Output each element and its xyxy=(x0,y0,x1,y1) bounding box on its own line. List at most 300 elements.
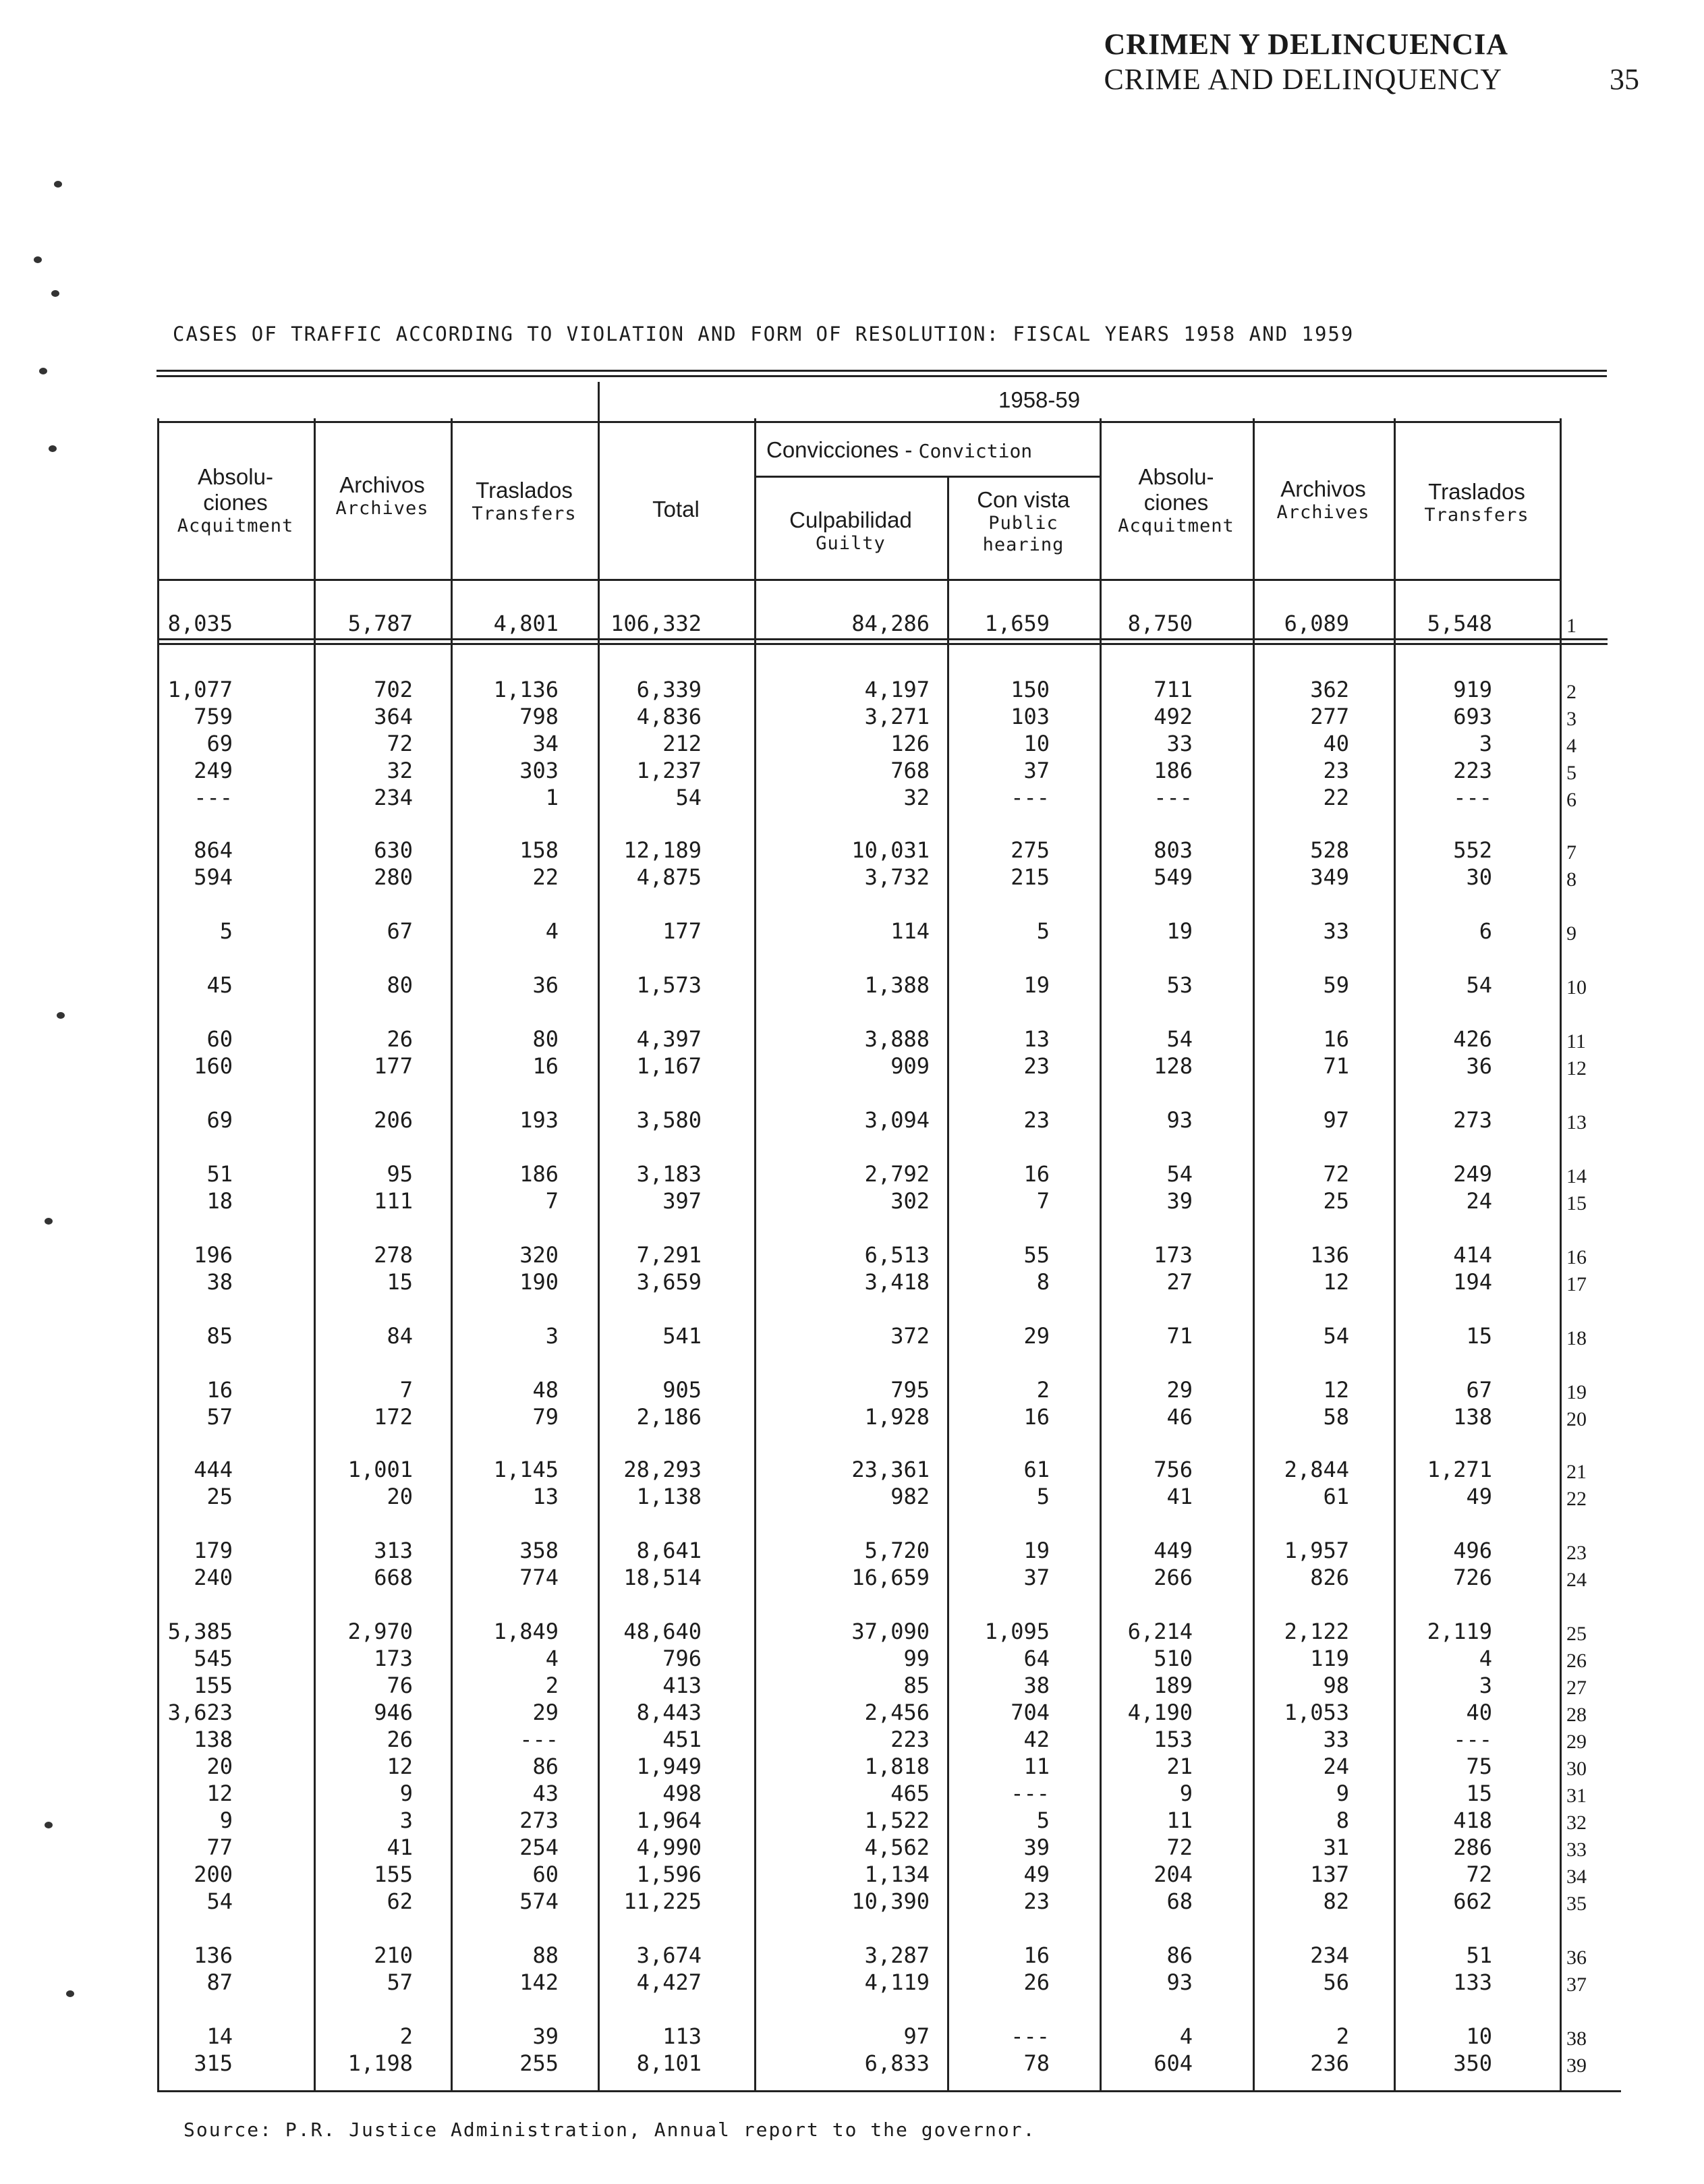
row-number: 38 xyxy=(1566,2027,1587,2050)
table-cell: 160 xyxy=(194,1053,233,1079)
table-cell: 1 xyxy=(545,785,559,810)
scan-speck xyxy=(51,290,59,297)
table-cell: 67 xyxy=(387,918,413,944)
table-cell: 1,001 xyxy=(347,1457,413,1482)
row-number: 8 xyxy=(1566,868,1577,891)
header-title-en: CRIME AND DELINQUENCY xyxy=(1104,63,1502,96)
table-cell: 5,787 xyxy=(347,611,413,636)
table-cell: 704 xyxy=(1011,1700,1050,1725)
table-cell: 190 xyxy=(519,1269,559,1295)
row-number: 24 xyxy=(1566,1569,1587,1591)
table-cell: 16 xyxy=(1323,1026,1349,1052)
table-cell: 1,928 xyxy=(864,1404,930,1430)
table-cell: 9 xyxy=(399,1781,413,1806)
table-cell: 49 xyxy=(1466,1484,1492,1509)
table-cell: 88 xyxy=(532,1942,559,1968)
table-cell: 16,659 xyxy=(851,1565,930,1590)
table-cell: 86 xyxy=(532,1754,559,1779)
table-cell: 3 xyxy=(1479,731,1492,756)
column-header xyxy=(1394,479,1560,526)
table-cell: 9 xyxy=(219,1808,233,1833)
table-cell: 2,119 xyxy=(1427,1619,1492,1644)
table-cell: 29 xyxy=(1166,1377,1193,1403)
row-number: 18 xyxy=(1566,1327,1587,1349)
column-header-en: Acquitment xyxy=(1118,515,1234,536)
row-number: 33 xyxy=(1566,1839,1587,1861)
table-cell: 26 xyxy=(1023,1969,1050,1995)
row-number: 3 xyxy=(1566,708,1577,730)
table-cell: 97 xyxy=(903,2023,930,2049)
table-cell: --- xyxy=(1011,1781,1050,1806)
table-cell: 302 xyxy=(890,1188,930,1214)
table-cell: 313 xyxy=(374,1538,413,1563)
column-header-es: Con vista xyxy=(977,487,1070,512)
table-cell: 55 xyxy=(1023,1242,1050,1268)
table-cell: 61 xyxy=(1023,1457,1050,1482)
table-cell: 1,573 xyxy=(636,972,702,998)
table-cell: 418 xyxy=(1453,1808,1492,1833)
table-cell: 138 xyxy=(1453,1404,1492,1430)
table-cell: 18,514 xyxy=(623,1565,702,1590)
row-number: 26 xyxy=(1566,1650,1587,1672)
table-cell: 153 xyxy=(1154,1727,1193,1752)
scan-speck xyxy=(34,256,42,263)
table-cell: 1,388 xyxy=(864,972,930,998)
table-cell: 3,094 xyxy=(864,1107,930,1133)
row-number: 36 xyxy=(1566,1947,1587,1969)
column-header xyxy=(754,507,947,555)
column-header xyxy=(157,464,314,537)
table-cell: 128 xyxy=(1154,1053,1193,1079)
row-number: 2 xyxy=(1566,681,1577,703)
table-cell: 13 xyxy=(532,1484,559,1509)
table-cell: 254 xyxy=(519,1835,559,1860)
table-cell: 2,792 xyxy=(864,1161,930,1187)
row-number: 23 xyxy=(1566,1542,1587,1564)
row-number: 6 xyxy=(1566,789,1577,811)
table-cell: 604 xyxy=(1154,2050,1193,2076)
table-cell: 4 xyxy=(1179,2023,1193,2049)
bottom-rule xyxy=(157,2090,1621,2092)
table-cell: 150 xyxy=(1011,677,1050,702)
table-cell: 59 xyxy=(1323,972,1349,998)
table-cell: 77 xyxy=(206,1835,233,1860)
table-cell: 85 xyxy=(903,1673,930,1698)
table-cell: 4,875 xyxy=(636,864,702,890)
scan-speck xyxy=(54,181,62,188)
table-cell: 768 xyxy=(890,758,930,783)
table-cell: 98 xyxy=(1323,1673,1349,1698)
column-rule xyxy=(1560,418,1562,2092)
table-cell: 5 xyxy=(1036,918,1050,944)
table-cell: 12 xyxy=(1323,1269,1349,1295)
table-cell: 28,293 xyxy=(623,1457,702,1482)
table-cell: 58 xyxy=(1323,1404,1349,1430)
table-cell: 2,844 xyxy=(1284,1457,1349,1482)
table-cell: 186 xyxy=(519,1161,559,1187)
table-cell: 15 xyxy=(1466,1323,1492,1349)
table-cell: 78 xyxy=(1023,2050,1050,2076)
table-cell: 465 xyxy=(890,1781,930,1806)
table-cell: 12 xyxy=(1323,1377,1349,1403)
table-cell: 1,136 xyxy=(493,677,559,702)
table-cell: 173 xyxy=(1154,1242,1193,1268)
table-cell: 8,750 xyxy=(1127,611,1193,636)
table-cell: 905 xyxy=(662,1377,702,1403)
table-cell: 10 xyxy=(1466,2023,1492,2049)
table-cell: 8,035 xyxy=(167,611,233,636)
table-cell: 1,134 xyxy=(864,1861,930,1887)
table-cell: 72 xyxy=(387,731,413,756)
table-cell: 22 xyxy=(1323,785,1349,810)
table-cell: 492 xyxy=(1154,704,1193,729)
row-number: 19 xyxy=(1566,1381,1587,1403)
table-cell: 23 xyxy=(1023,1053,1050,1079)
row-number: 9 xyxy=(1566,922,1577,945)
table-cell: 549 xyxy=(1154,864,1193,890)
table-cell: 451 xyxy=(662,1727,702,1752)
table-cell: 277 xyxy=(1310,704,1349,729)
column-header xyxy=(947,487,1100,556)
table-cell: 72 xyxy=(1323,1161,1349,1187)
column-header-en: Guilty xyxy=(816,533,886,554)
table-cell: 39 xyxy=(1166,1188,1193,1214)
table-cell: 4,836 xyxy=(636,704,702,729)
table-cell: 2,186 xyxy=(636,1404,702,1430)
table-cell: 4,427 xyxy=(636,1969,702,1995)
table-cell: 87 xyxy=(206,1969,233,1995)
table-cell: 6,339 xyxy=(636,677,702,702)
table-cell: 630 xyxy=(374,837,413,863)
table-cell: 40 xyxy=(1466,1700,1492,1725)
source-note: Source: P.R. Justice Administration, Annual report to the governor. xyxy=(183,2119,1036,2141)
table-cell: 4,562 xyxy=(864,1835,930,1860)
table-cell: 510 xyxy=(1154,1646,1193,1671)
table-cell: 29 xyxy=(1023,1323,1050,1349)
table-cell: 133 xyxy=(1453,1969,1492,1995)
table-cell: 51 xyxy=(206,1161,233,1187)
table-cell: 1,167 xyxy=(636,1053,702,1079)
table-cell: 273 xyxy=(519,1808,559,1833)
table-cell: 9 xyxy=(1336,1781,1349,1806)
table-cell: 1,138 xyxy=(636,1484,702,1509)
row-number: 12 xyxy=(1566,1057,1587,1080)
column-header-es: Traslados xyxy=(1428,479,1525,504)
table-cell: 33 xyxy=(1323,1727,1349,1752)
table-cell: 9 xyxy=(1179,1781,1193,1806)
table-cell: 136 xyxy=(1310,1242,1349,1268)
scan-speck xyxy=(39,368,47,374)
table-cell: 155 xyxy=(374,1861,413,1887)
column-header xyxy=(314,472,451,520)
column-header xyxy=(1100,464,1253,537)
table-cell: 236 xyxy=(1310,2050,1349,2076)
column-header-en: Public hearing xyxy=(982,513,1064,555)
table-cell: 528 xyxy=(1310,837,1349,863)
table-cell: 54 xyxy=(1166,1026,1193,1052)
table-cell: 38 xyxy=(1023,1673,1050,1698)
table-cell: 364 xyxy=(374,704,413,729)
table-cell: 4 xyxy=(545,1646,559,1671)
scan-speck xyxy=(66,1990,74,1997)
row-number: 21 xyxy=(1566,1461,1587,1483)
table-cell: 19 xyxy=(1023,1538,1050,1563)
table-cell: 34 xyxy=(532,731,559,756)
table-cell: 1,659 xyxy=(984,611,1050,636)
table-cell: 1,818 xyxy=(864,1754,930,1779)
table-cell: 1,849 xyxy=(493,1619,559,1644)
table-cell: 138 xyxy=(194,1727,233,1752)
column-header-es: Absolu- ciones xyxy=(198,464,273,515)
header-top-rule xyxy=(157,421,1562,423)
table-cell: 136 xyxy=(194,1942,233,1968)
table-cell: 414 xyxy=(1453,1242,1492,1268)
table-cell: 8 xyxy=(1336,1808,1349,1833)
table-cell: 1,522 xyxy=(864,1808,930,1833)
row-number: 17 xyxy=(1566,1273,1587,1295)
table-cell: 54 xyxy=(675,785,702,810)
table-cell: 223 xyxy=(890,1727,930,1752)
table-cell: 3,287 xyxy=(864,1942,930,1968)
row-number: 25 xyxy=(1566,1623,1587,1645)
table-cell: 2 xyxy=(545,1673,559,1698)
table-cell: 54 xyxy=(1466,972,1492,998)
table-cell: 84 xyxy=(387,1323,413,1349)
table-cell: 215 xyxy=(1011,864,1050,890)
column-header xyxy=(451,478,598,525)
row-number: 35 xyxy=(1566,1893,1587,1915)
table-cell: 315 xyxy=(194,2050,233,2076)
table-cell: 662 xyxy=(1453,1888,1492,1914)
table-cell: 4,190 xyxy=(1127,1700,1193,1725)
table-cell: 71 xyxy=(1166,1323,1193,1349)
table-cell: --- xyxy=(1154,785,1193,810)
table-cell: 173 xyxy=(374,1646,413,1671)
table-cell: 64 xyxy=(1023,1646,1050,1671)
table-cell: 3 xyxy=(1479,1673,1492,1698)
table-cell: 449 xyxy=(1154,1538,1193,1563)
table-cell: 5,720 xyxy=(864,1538,930,1563)
table-cell: 93 xyxy=(1166,1107,1193,1133)
table-cell: 71 xyxy=(1323,1053,1349,1079)
table-cell: 54 xyxy=(206,1888,233,1914)
row-number: 16 xyxy=(1566,1246,1587,1268)
table-cell: 3,183 xyxy=(636,1161,702,1187)
table-cell: 826 xyxy=(1310,1565,1349,1590)
table-cell: --- xyxy=(1453,785,1492,810)
table-cell: 84,286 xyxy=(851,611,930,636)
table-cell: 16 xyxy=(1023,1404,1050,1430)
column-header xyxy=(1253,476,1394,524)
table-cell: 80 xyxy=(387,972,413,998)
table-cell: 234 xyxy=(374,785,413,810)
table-cell: 11,225 xyxy=(623,1888,702,1914)
table-cell: 3,271 xyxy=(864,704,930,729)
table-cell: 552 xyxy=(1453,837,1492,863)
table-cell: 6 xyxy=(1479,918,1492,944)
table-cell: 95 xyxy=(387,1161,413,1187)
row-number: 15 xyxy=(1566,1192,1587,1214)
table-cell: 4,119 xyxy=(864,1969,930,1995)
year-label: 1958-59 xyxy=(998,387,1081,412)
table-cell: 99 xyxy=(903,1646,930,1671)
table-cell: 7,291 xyxy=(636,1242,702,1268)
row-number: 37 xyxy=(1566,1973,1587,1996)
row-number: 32 xyxy=(1566,1812,1587,1834)
total-row-rule xyxy=(157,643,1608,645)
table-cell: 103 xyxy=(1011,704,1050,729)
page-number: 35 xyxy=(1610,63,1639,96)
table-cell: 69 xyxy=(206,1107,233,1133)
table-cell: 119 xyxy=(1310,1646,1349,1671)
table-cell: 24 xyxy=(1323,1754,1349,1779)
table-cell: 545 xyxy=(194,1646,233,1671)
table-cell: 20 xyxy=(206,1754,233,1779)
table-cell: 7 xyxy=(1036,1188,1050,1214)
table-cell: --- xyxy=(194,785,233,810)
table-cell: 711 xyxy=(1154,677,1193,702)
table-cell: 8,641 xyxy=(636,1538,702,1563)
column-header-es: Archivos xyxy=(1280,476,1366,501)
table-title: CASES OF TRAFFIC ACCORDING TO VIOLATION AND FORM OF RESOLUTION: FISCAL YEARS 1958 AND 1959 xyxy=(173,323,1355,345)
table-cell: 68 xyxy=(1166,1888,1193,1914)
table-cell: 702 xyxy=(374,677,413,702)
table-cell: 25 xyxy=(206,1484,233,1509)
row-number: 31 xyxy=(1566,1785,1587,1807)
table-cell: 48,640 xyxy=(623,1619,702,1644)
row-number: 27 xyxy=(1566,1677,1587,1699)
table-cell: 1,237 xyxy=(636,758,702,783)
table-cell: 5 xyxy=(219,918,233,944)
table-cell: 45 xyxy=(206,972,233,998)
table-cell: 496 xyxy=(1453,1538,1492,1563)
table-cell: 206 xyxy=(374,1107,413,1133)
row-number: 14 xyxy=(1566,1165,1587,1187)
table-cell: 3,674 xyxy=(636,1942,702,1968)
table-cell: 8,443 xyxy=(636,1700,702,1725)
scan-speck xyxy=(49,445,57,452)
table-cell: 303 xyxy=(519,758,559,783)
table-cell: 54 xyxy=(1166,1161,1193,1187)
row-number: 7 xyxy=(1566,841,1577,864)
table-cell: 444 xyxy=(194,1457,233,1482)
table-cell: 286 xyxy=(1453,1835,1492,1860)
row-number: 28 xyxy=(1566,1704,1587,1726)
table-cell: 7 xyxy=(399,1377,413,1403)
table-cell: 594 xyxy=(194,864,233,890)
table-cell: 36 xyxy=(532,972,559,998)
table-cell: 85 xyxy=(206,1323,233,1349)
row-number: 34 xyxy=(1566,1866,1587,1888)
table-cell: 919 xyxy=(1453,677,1492,702)
table-cell: 2 xyxy=(399,2023,413,2049)
scan-speck xyxy=(45,1822,53,1828)
table-cell: 26 xyxy=(387,1727,413,1752)
table-cell: 27 xyxy=(1166,1269,1193,1295)
row-number: 1 xyxy=(1566,615,1577,637)
table-cell: 6,214 xyxy=(1127,1619,1193,1644)
scan-speck xyxy=(57,1012,65,1019)
row-number: 5 xyxy=(1566,762,1577,784)
table-cell: 3,623 xyxy=(167,1700,233,1725)
table-cell: 13 xyxy=(1023,1026,1050,1052)
table-cell: 541 xyxy=(662,1323,702,1349)
table-cell: 3,732 xyxy=(864,864,930,890)
table-cell: 1,271 xyxy=(1427,1457,1492,1482)
column-header-en: Archives xyxy=(1276,502,1370,523)
convictions-label-en: Conviction xyxy=(918,440,1033,462)
row-number: 10 xyxy=(1566,976,1587,999)
table-cell: 1,596 xyxy=(636,1861,702,1887)
table-cell: 413 xyxy=(662,1673,702,1698)
table-cell: 11 xyxy=(1166,1808,1193,1833)
table-cell: 23,361 xyxy=(851,1457,930,1482)
table-cell: 25 xyxy=(1323,1188,1349,1214)
table-cell: 4,990 xyxy=(636,1835,702,1860)
table-cell: 80 xyxy=(532,1026,559,1052)
table-cell: 62 xyxy=(387,1888,413,1914)
table-cell: --- xyxy=(1011,785,1050,810)
table-cell: 18 xyxy=(206,1188,233,1214)
column-header-es: Archivos xyxy=(339,472,425,497)
table-cell: 3,659 xyxy=(636,1269,702,1295)
table-cell: 15 xyxy=(1466,1781,1492,1806)
table-cell: 57 xyxy=(206,1404,233,1430)
table-cell: 21 xyxy=(1166,1754,1193,1779)
table-cell: 42 xyxy=(1023,1727,1050,1752)
table-cell: 12 xyxy=(387,1754,413,1779)
table-cell: 189 xyxy=(1154,1673,1193,1698)
table-cell: 48 xyxy=(532,1377,559,1403)
table-cell: 234 xyxy=(1310,1942,1349,1968)
table-cell: 23 xyxy=(1023,1888,1050,1914)
table-cell: 1,957 xyxy=(1284,1538,1349,1563)
table-cell: 10 xyxy=(1023,731,1050,756)
table-cell: 1,095 xyxy=(984,1619,1050,1644)
table-cell: 240 xyxy=(194,1565,233,1590)
table-cell: 3 xyxy=(399,1808,413,1833)
table-cell: 7 xyxy=(545,1188,559,1214)
table-cell: 4 xyxy=(545,918,559,944)
table-cell: 498 xyxy=(662,1781,702,1806)
table-cell: 114 xyxy=(890,918,930,944)
table-cell: 212 xyxy=(662,731,702,756)
table-cell: 200 xyxy=(194,1861,233,1887)
table-cell: 23 xyxy=(1323,758,1349,783)
column-header-es: Culpabilidad xyxy=(789,507,912,532)
row-number: 20 xyxy=(1566,1408,1587,1430)
table-cell: 982 xyxy=(890,1484,930,1509)
table-cell: 204 xyxy=(1154,1861,1193,1887)
scan-speck xyxy=(45,1218,53,1225)
table-cell: 53 xyxy=(1166,972,1193,998)
table-cell: 756 xyxy=(1154,1457,1193,1482)
table-cell: 30 xyxy=(1466,864,1492,890)
table-cell: 249 xyxy=(194,758,233,783)
table-cell: 3 xyxy=(545,1323,559,1349)
table-cell: 37,090 xyxy=(851,1619,930,1644)
table-cell: 155 xyxy=(194,1673,233,1698)
table-cell: 49 xyxy=(1023,1861,1050,1887)
table-cell: --- xyxy=(519,1727,559,1752)
row-number: 39 xyxy=(1566,2054,1587,2077)
table-cell: 26 xyxy=(387,1026,413,1052)
top-rule xyxy=(157,375,1607,377)
table-cell: 2,456 xyxy=(864,1700,930,1725)
table-cell: 16 xyxy=(1023,1942,1050,1968)
column-header-en: Transfers xyxy=(1424,505,1529,526)
table-cell: 10,390 xyxy=(851,1888,930,1914)
